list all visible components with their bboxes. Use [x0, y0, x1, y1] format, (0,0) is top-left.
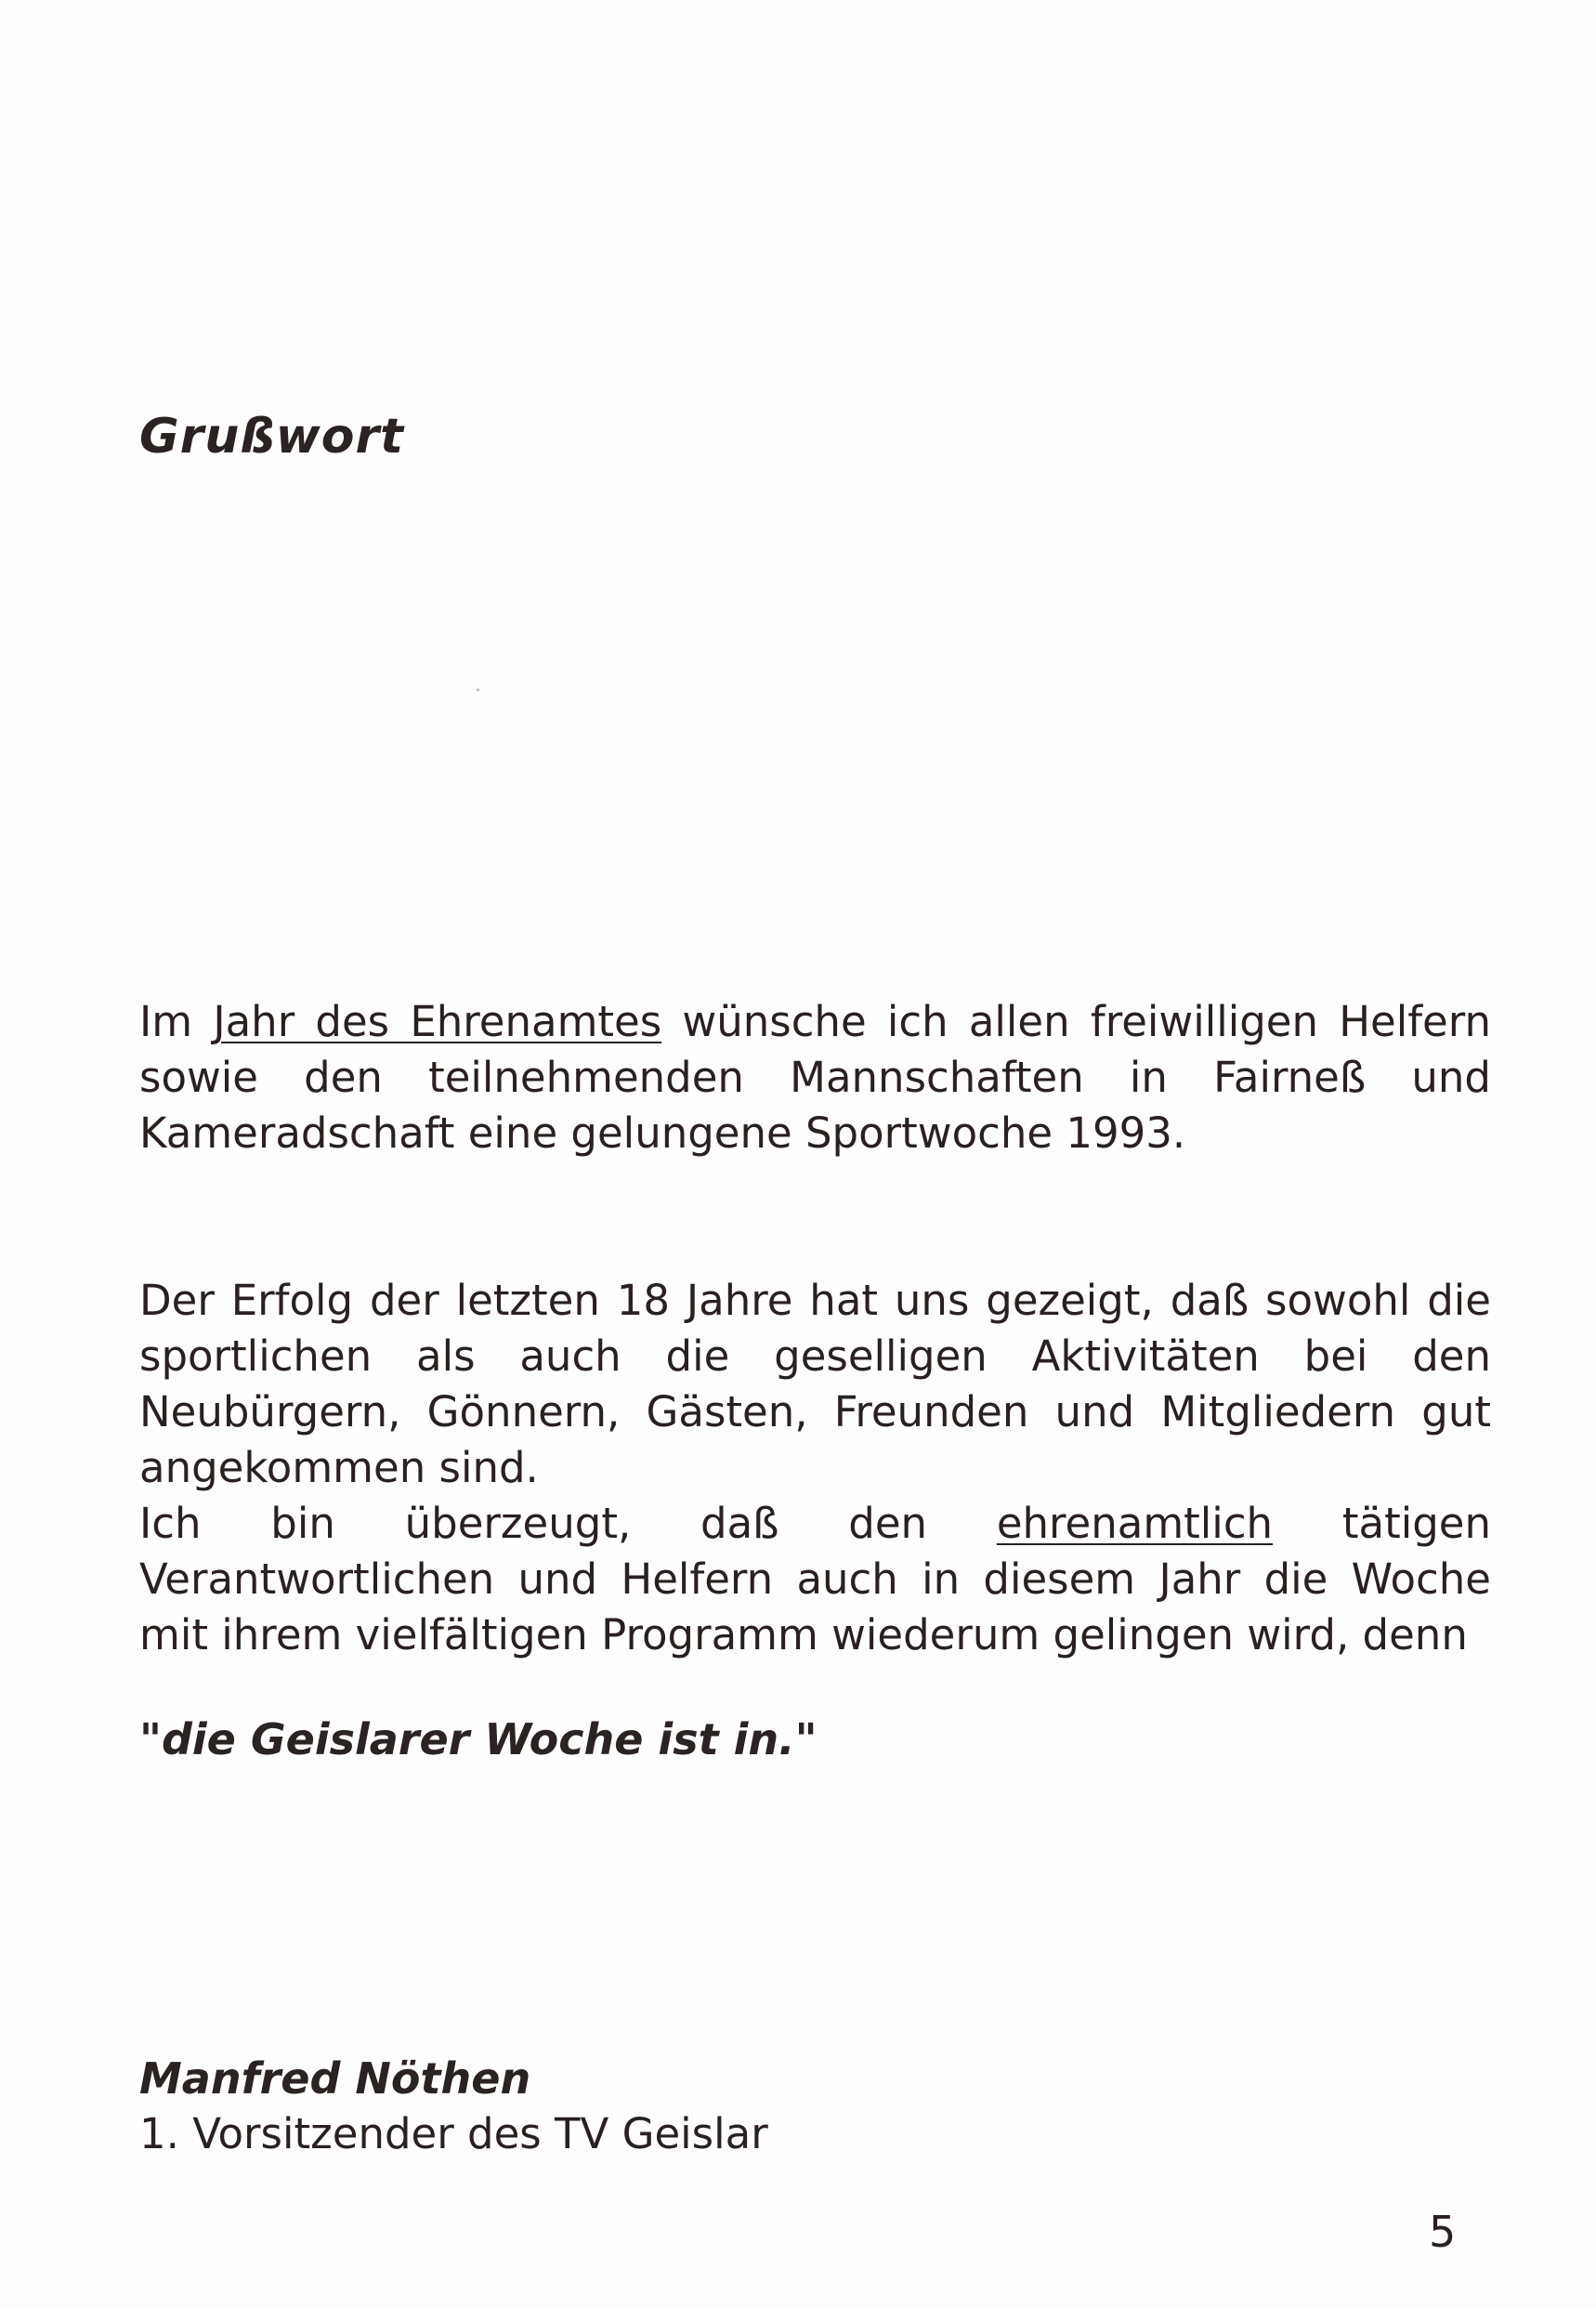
underlined-volunteer-word: ehrenamtlich — [996, 1499, 1274, 1548]
paragraph-greeting — [139, 994, 1491, 1161]
paragraph-conviction-end: tätigen Verantwortlichen und Helfern auch in diesem Jahr die Woche mit ihrem vielfältigen Programm wiederum gelingen wird, denn — [139, 1499, 1491, 1659]
signer-role: 1. Vorsitzender des TV Geislar — [139, 2109, 768, 2158]
paragraph-conviction — [139, 1496, 1491, 1663]
signer-name: Manfred Nöthen — [139, 2053, 531, 2104]
print-speck — [477, 688, 479, 691]
page-number: 5 — [1429, 2207, 1457, 2257]
page-title: Grußwort — [139, 409, 405, 465]
paragraph-greeting-end: wünsche ich allen freiwilligen Helfern sowie den teilnehmenden Mannschaften in Fairneß und Kameradschaft eine gelungene Sportwoche 1993. — [139, 997, 1491, 1158]
paragraph-conviction-start: Ich bin überzeugt, daß den — [139, 1499, 997, 1548]
paragraph-greeting-start: Im — [139, 997, 214, 1046]
paragraph-success: Der Erfolg der letzten 18 Jahre hat uns gezeigt, daß sowohl die sportlichen als auch die geselligen Aktivitäten bei den Neubürgern, Gönnern, Gästen, Freunden und Mitgliedern gut angekommen sind. — [139, 1276, 1491, 1492]
underlined-year-of-volunteering: Jahr des Ehrenamtes — [213, 997, 662, 1046]
motto-quote: "die Geislarer Woche ist in." — [139, 1714, 818, 1764]
